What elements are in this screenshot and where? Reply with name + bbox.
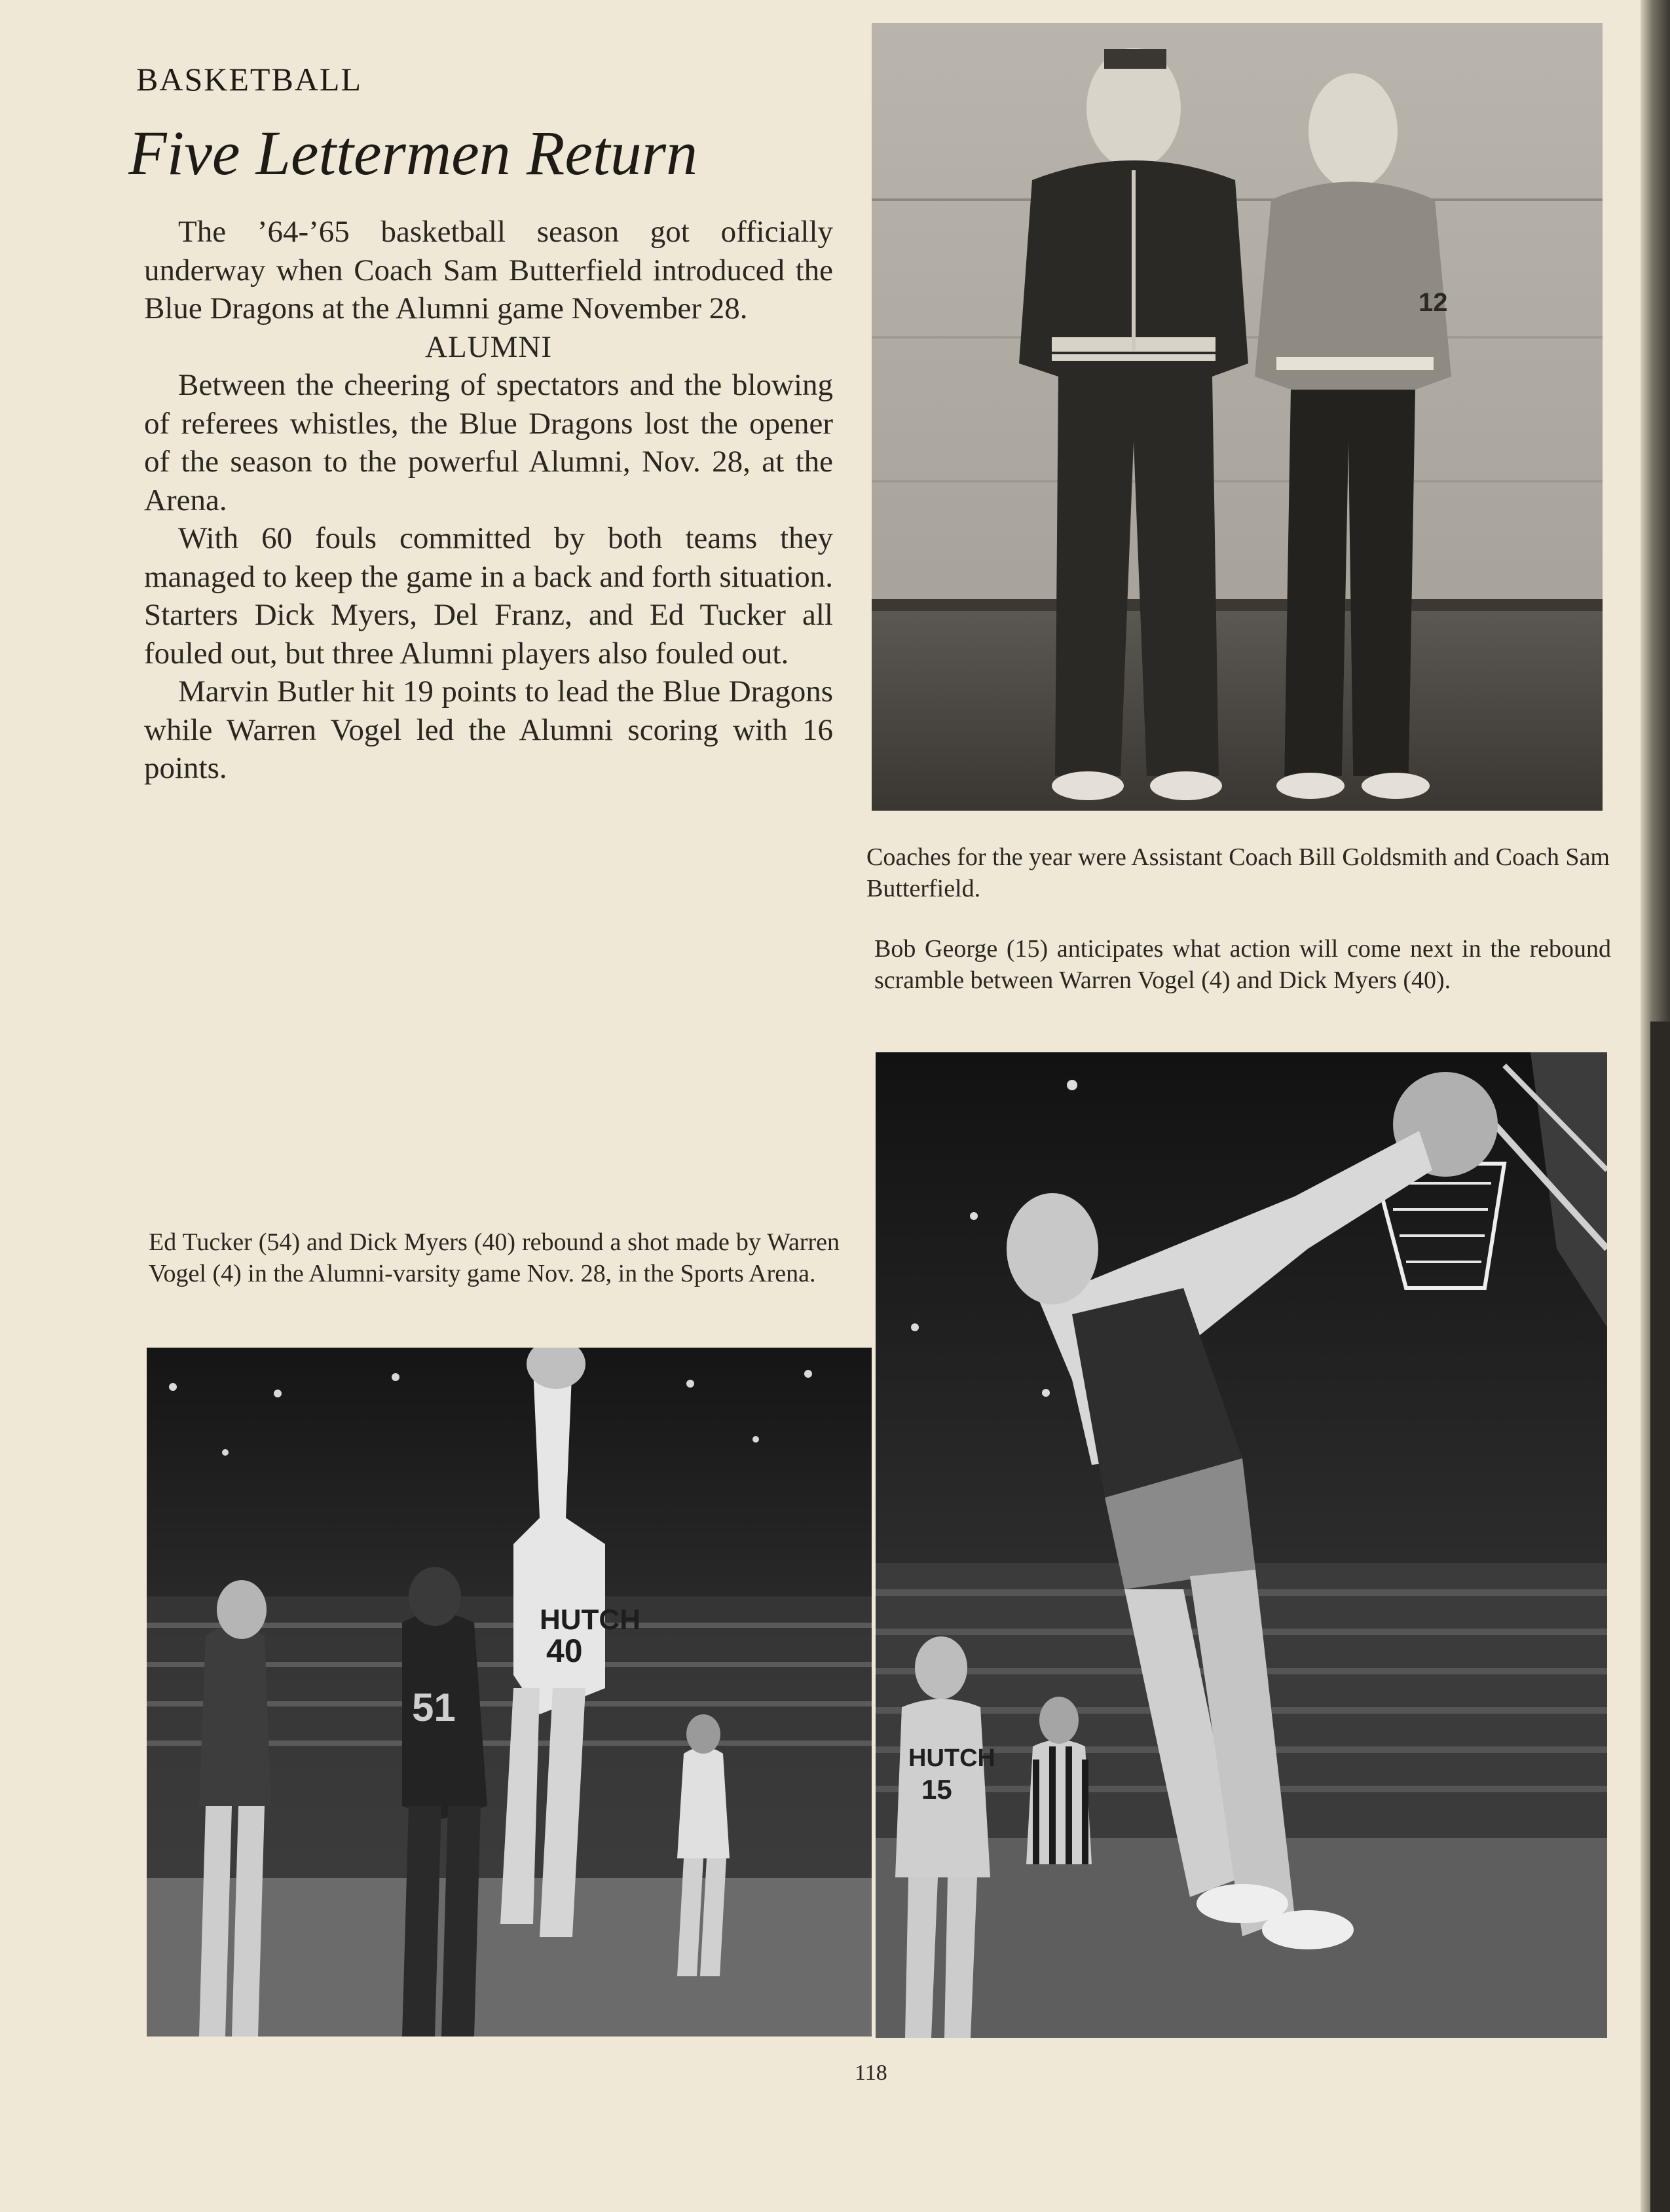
article-paragraph: Between the cheering of spectators and the blowing of referees whistles, the Blue Dragons lost the opener of the season to the powerful Alumni, Nov. 28, at the Arena. xyxy=(144,368,833,517)
article-intro: The ’64-’65 basketball season got officially underway when Coach Sam Butterfield introduced the Blue Dragons at the Alumni game November 28. xyxy=(144,215,833,325)
george-jersey-number: 15 xyxy=(921,1774,952,1805)
jersey-40-team: HUTCH xyxy=(540,1604,640,1636)
coaches-photo xyxy=(872,23,1603,811)
article-paragraph: Marvin Butler hit 19 points to lead the Blue Dragons while Warren Vogel led the Alumni scoring with 16 points. xyxy=(144,674,833,785)
section-label: BASKETBALL xyxy=(136,61,362,98)
rebound-scramble-caption: Bob George (15) anticipates what action will come next in the rebound scramble between Warren Vogel (4) and Dick Myers (40). xyxy=(874,935,1611,994)
jersey-40-number: 40 xyxy=(546,1632,583,1669)
tucker-myers-caption: Ed Tucker (54) and Dick Myers (40) rebound a shot made by Warren Vogel (4) in the Alumni-varsity game Nov. 28, in the Sports Arena. xyxy=(149,1228,840,1287)
article-subhead: ALUMNI xyxy=(425,329,552,364)
rebound-scramble-photo xyxy=(876,1052,1607,2038)
tucker-myers-rebound-photo xyxy=(147,1348,872,2037)
coaches-caption: Coaches for the year were Assistant Coach Bill Goldsmith and Coach Sam Butterfield. xyxy=(866,843,1610,902)
coach-jersey-number: 12 xyxy=(1419,288,1448,317)
george-jersey-team: HUTCH xyxy=(908,1744,995,1772)
article-paragraph: With 60 fouls committed by both teams they managed to keep the game in a back and forth situation. Starters Dick Myers, Del Franz, and Ed Tucker all fouled out, but three Alumni players also fouled out. xyxy=(144,521,833,671)
page-binding-edge xyxy=(1650,1022,1670,2212)
jersey-51-number: 51 xyxy=(412,1686,456,1729)
headline: Five Lettermen Return xyxy=(128,118,698,188)
article-body xyxy=(144,213,833,788)
page-number: 118 xyxy=(855,2061,887,2085)
